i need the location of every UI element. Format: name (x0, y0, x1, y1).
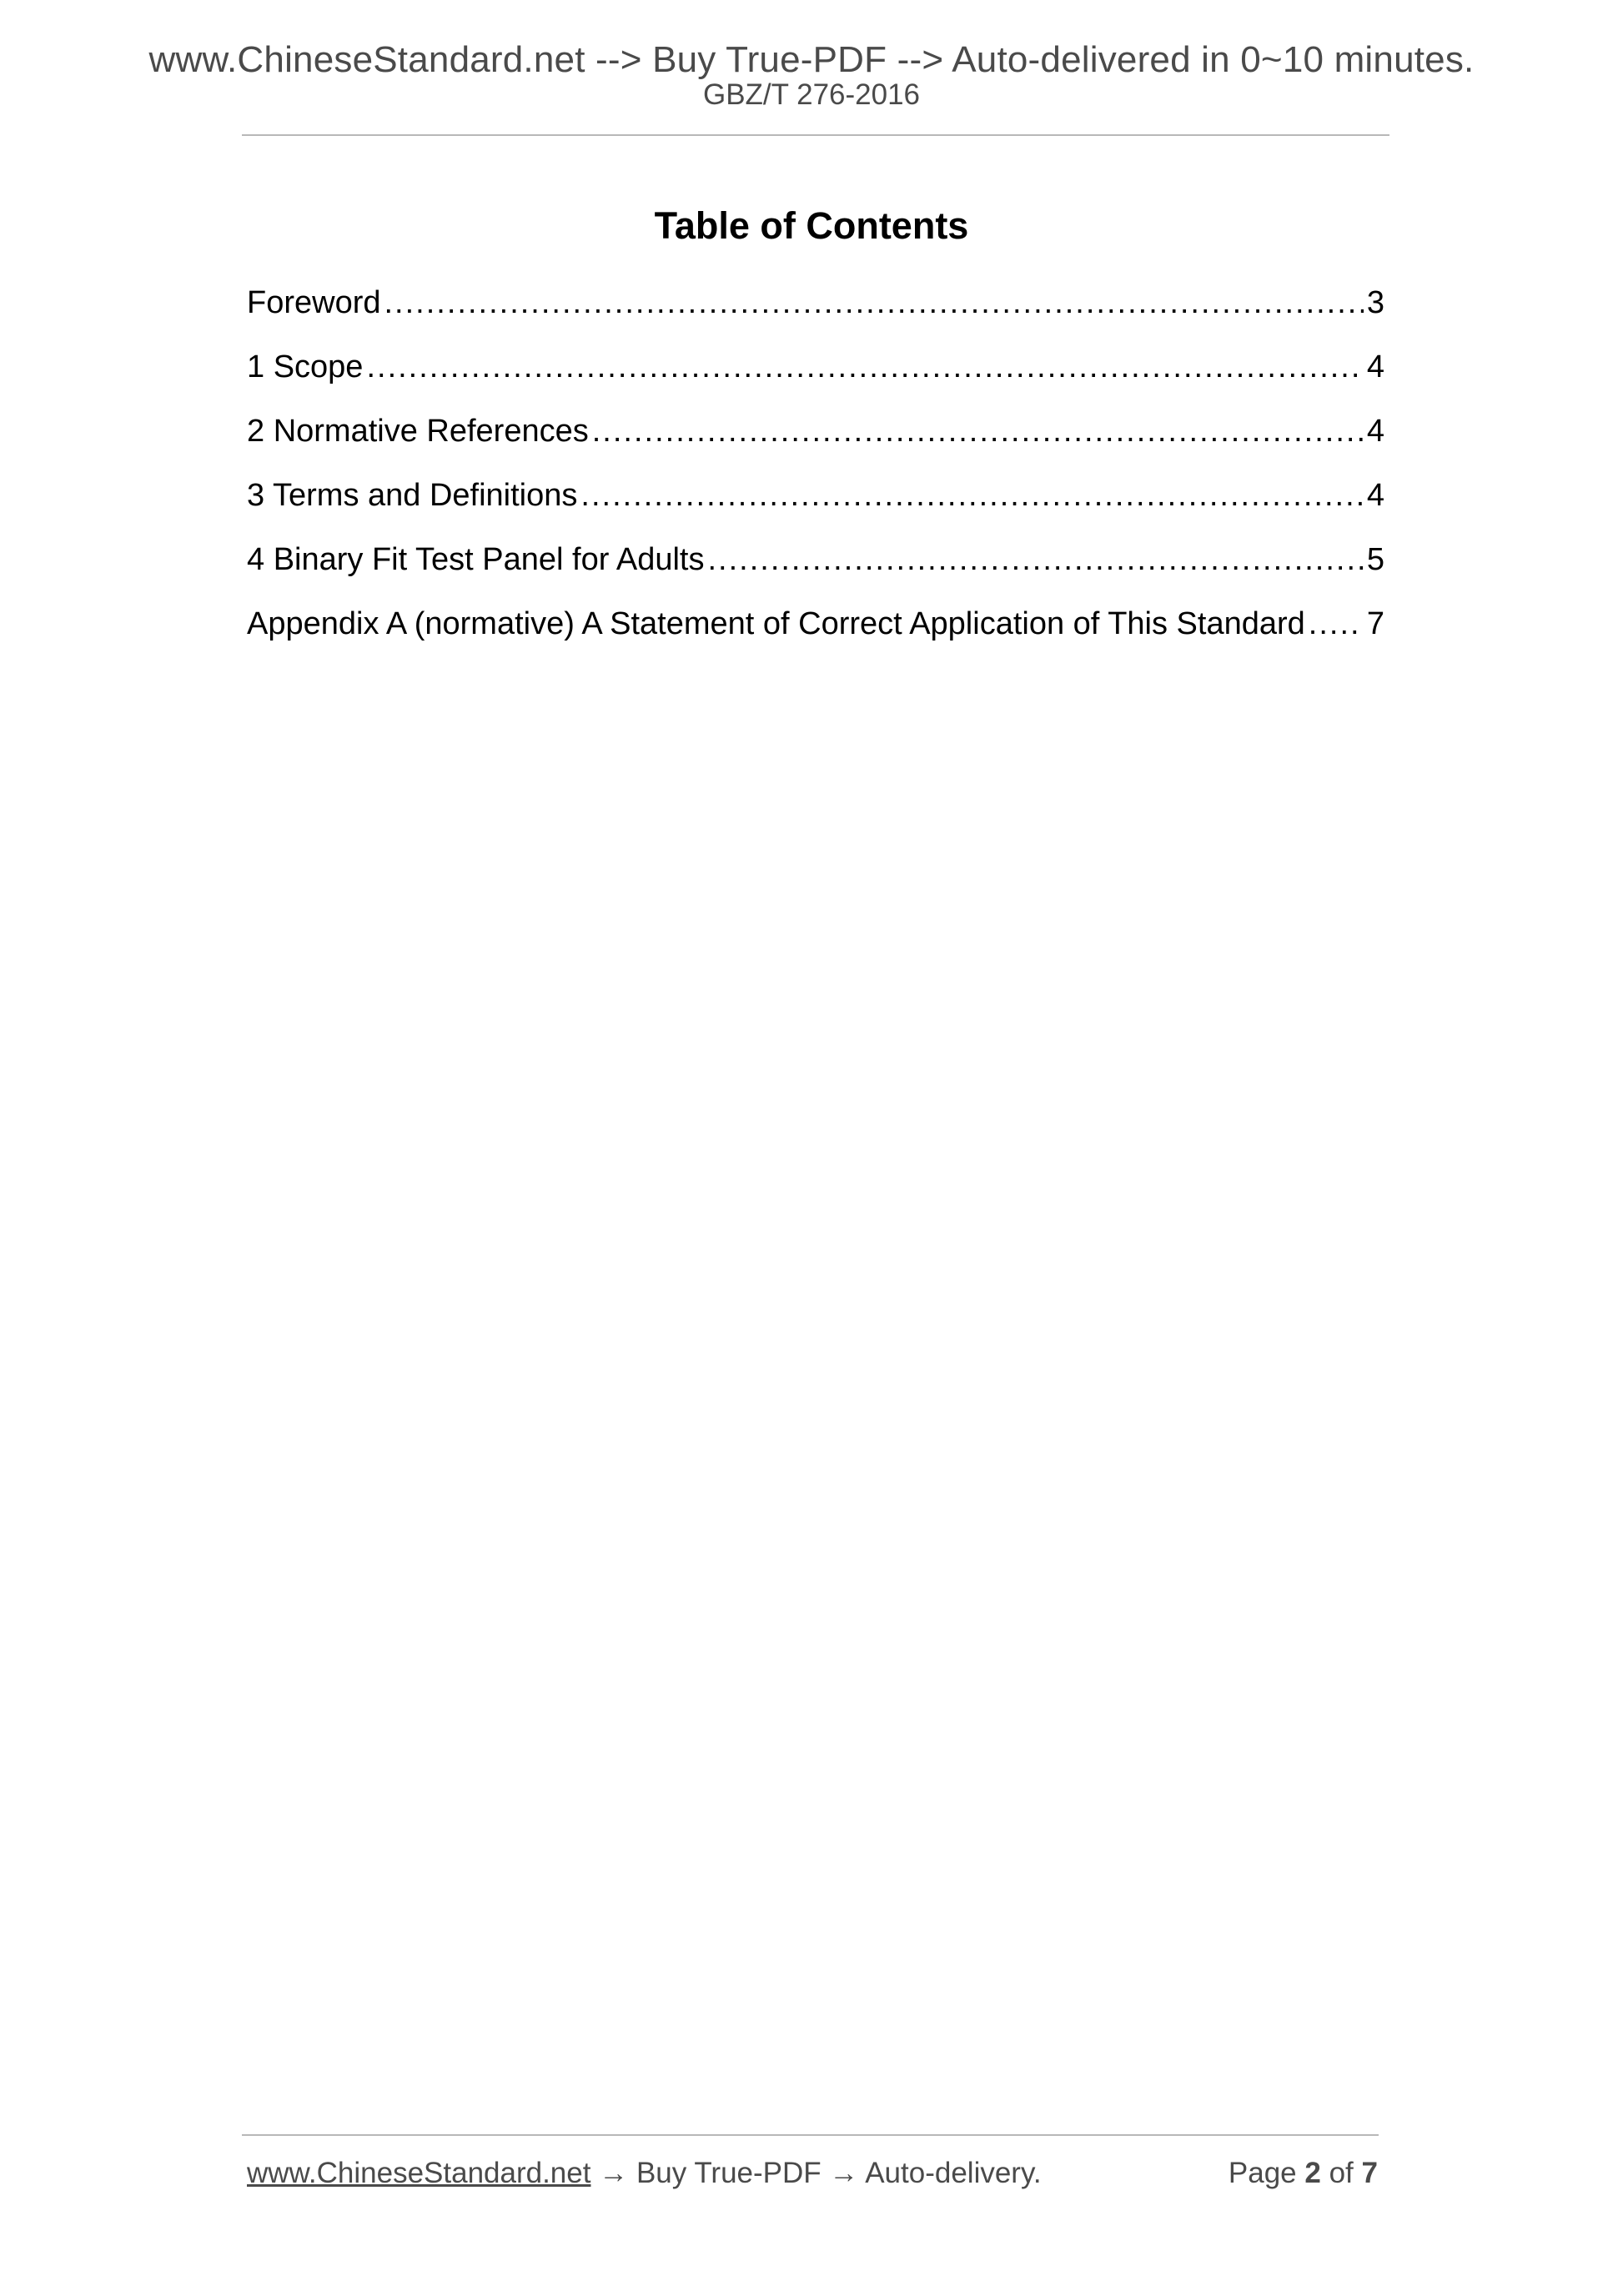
page-of: of (1329, 2157, 1354, 2189)
toc-entry-page: 3 (1366, 285, 1384, 320)
toc-entry-normative-references[interactable] (247, 410, 1384, 475)
toc-entry-label: Foreword (247, 285, 381, 320)
footer-delivery-text: Auto-delivery. (865, 2157, 1042, 2189)
site-banner: www.ChineseStandard.net --> Buy True-PDF --> Auto-delivered in 0~10 minutes. (148, 39, 1475, 80)
toc-entry-page: 4 (1366, 414, 1384, 449)
toc-dot-leader (1309, 603, 1364, 645)
page-current: 2 (1304, 2157, 1321, 2189)
toc-entry-label: 2 Normative References (247, 414, 589, 449)
toc-entry-binary-fit-test-panel[interactable] (247, 539, 1384, 603)
page-number (1229, 2156, 1378, 2191)
toc-entry-foreword[interactable] (247, 282, 1384, 346)
toc-entry-page: 5 (1366, 542, 1384, 577)
toc-entry-page: 4 (1366, 349, 1384, 384)
toc-entry-page: 7 (1366, 606, 1384, 641)
arrow-right-icon: → (829, 2157, 859, 2189)
toc-entry-label: 3 Terms and Definitions (247, 478, 578, 513)
page-total: 7 (1361, 2157, 1378, 2189)
document-code: GBZ/T 276-2016 (702, 78, 921, 111)
toc-dot-leader (592, 410, 1364, 452)
toc-title: Table of Contents (654, 204, 969, 247)
toc-dot-leader (580, 475, 1363, 516)
toc-entry-label: Appendix A (normative) A Statement of Correct Application of This Standard (247, 606, 1305, 641)
toc-entry-label: 4 Binary Fit Test Panel for Adults (247, 542, 705, 577)
toc-entry-page: 4 (1366, 478, 1384, 513)
toc-dot-leader (707, 539, 1363, 580)
header-divider (242, 134, 1389, 136)
footer-promo (247, 2156, 1042, 2191)
toc-dot-leader (384, 282, 1364, 324)
footer-divider (242, 2134, 1379, 2136)
toc-list (247, 282, 1384, 667)
toc-entry-terms-and-definitions[interactable] (247, 475, 1384, 539)
toc-entry-scope[interactable] (247, 346, 1384, 410)
footer-buy-text: Buy True-PDF (636, 2157, 822, 2189)
page-label: Page (1228, 2157, 1297, 2189)
toc-entry-appendix-a[interactable] (247, 603, 1384, 667)
footer-site-link[interactable]: www.ChineseStandard.net (247, 2157, 591, 2189)
toc-entry-label: 1 Scope (247, 349, 364, 384)
arrow-right-icon: → (599, 2157, 629, 2189)
toc-dot-leader (366, 346, 1363, 388)
